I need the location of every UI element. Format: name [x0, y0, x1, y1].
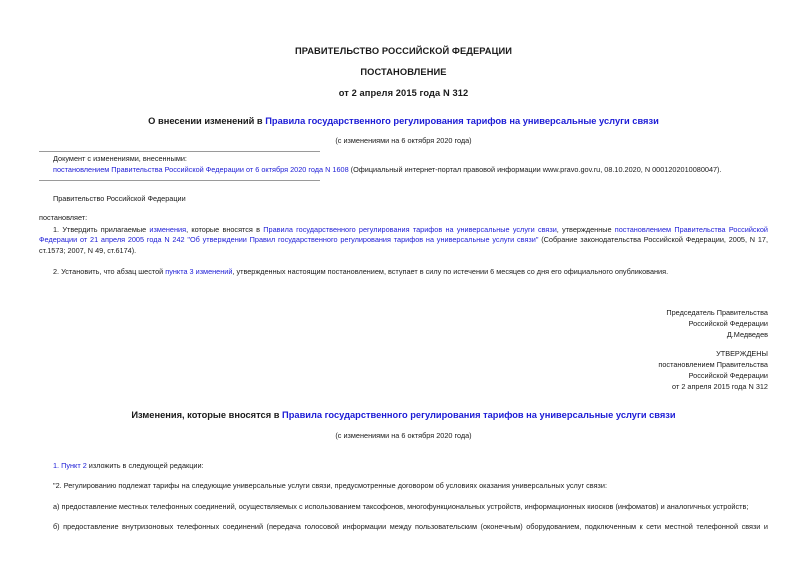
document-type: ПОСТАНОВЛЕНИЕ [360, 67, 447, 77]
changes-source: (Официальный интернет-портал правовой информации www.pravo.gov.ru, 08.10.2020, N 0001202010080047). [348, 165, 722, 174]
subitem-b: б) предоставление внутризоновых телефонных соединений (передача голосовой информации между пользовательским (оконечным) оборудованием, подключенным к сети местной телефонной связи и [53, 522, 768, 531]
point-3-changes-link[interactable]: пункта 3 изменений [165, 267, 233, 276]
point-1: 1. Пункт 2 изложить в следующей редакции: [53, 461, 204, 470]
item-1: 1. Утвердить прилагаемые изменения, которые вносятся в Правила государственного регулирования тарифов на универсальные услуги связи, утвержденные постановлением Правительства Российской Федерации от 21 апреля 2005 года N 242 "Об утверждении Правил государственного регулирования тарифов на универсальные услуги связи" (Собрание законодательства Российской Федерации, 2005, N 17, ст.1573; 2007, N 49, ст.6174). [39, 225, 768, 255]
approved-by: постановлением Правительства [658, 360, 768, 369]
changes-title [0, 410, 807, 420]
title-link[interactable]: Правила государственного регулирования тарифов на универсальные услуги связи [265, 116, 659, 126]
document-title [0, 116, 807, 126]
changes-link[interactable]: изменения [149, 225, 187, 234]
approved-date: от 2 апреля 2015 года N 312 [672, 382, 768, 391]
decree-242-link-a[interactable]: постановлением Правительства Российской [614, 225, 768, 234]
changes-note: (с изменениями на 6 октября 2020 года) [335, 431, 472, 440]
amended-note: (с изменениями на 6 октября 2020 года) [335, 136, 472, 145]
signature-title: Председатель Правительства [666, 308, 768, 317]
document-date-number: от 2 апреля 2015 года N 312 [338, 88, 469, 98]
amending-decree-link[interactable]: постановлением Правительства Российской Федерации от 6 октября 2020 года N 1608 [53, 165, 349, 174]
changes-title-prefix: Изменения, которые вносятся в [131, 410, 283, 420]
preamble: Правительство Российской Федерации [53, 194, 186, 203]
subitem-a: а) предоставление местных телефонных соединений, осуществляемых с использованием таксофонов, многофункциональных устройств, информационных киосков (инфоматов) и аналогичных устройств; [53, 502, 749, 511]
changes-label: Документ с изменениями, внесенными: [53, 154, 187, 163]
title-prefix: О внесении изменений в [148, 116, 266, 126]
rules-link[interactable]: Правила государственного регулирования тарифов на универсальные услуги связи [263, 225, 557, 234]
decides-word: постановляет: [39, 213, 88, 222]
approved-org: Российской Федерации [688, 371, 768, 380]
signature-name: Д.Медведев [726, 330, 768, 339]
point-2-link[interactable]: Пункт 2 [61, 461, 87, 470]
signature-org: Российской Федерации [688, 319, 768, 328]
approved-heading: УТВЕРЖДЕНЫ [716, 349, 768, 358]
box-bottom-rule [39, 180, 320, 181]
changes-line [53, 165, 722, 176]
item-2: 2. Установить, что абзац шестой пункта 3 изменений, утвержденных настоящим постановлением, вступает в силу по истечении 6 месяцев со дня его официального опубликования. [53, 267, 669, 276]
box-top-rule [39, 151, 320, 152]
changes-title-link[interactable]: Правила государственного регулирования тарифов на универсальные услуги связи [282, 410, 676, 420]
government-heading: ПРАВИТЕЛЬСТВО РОССИЙСКОЙ ФЕДЕРАЦИИ [294, 46, 513, 56]
quoted-paragraph: "2. Регулированию подлежат тарифы на следующие универсальные услуги связи, предусмотренные договором об условиях оказания универсальных услуг связи: [53, 481, 607, 490]
decree-242-link-b[interactable]: Федерации от 21 апреля 2005 года N 242 "Об утверждении Правил государственного регулирования тарифов на универсальные услуги связи" [39, 235, 539, 245]
